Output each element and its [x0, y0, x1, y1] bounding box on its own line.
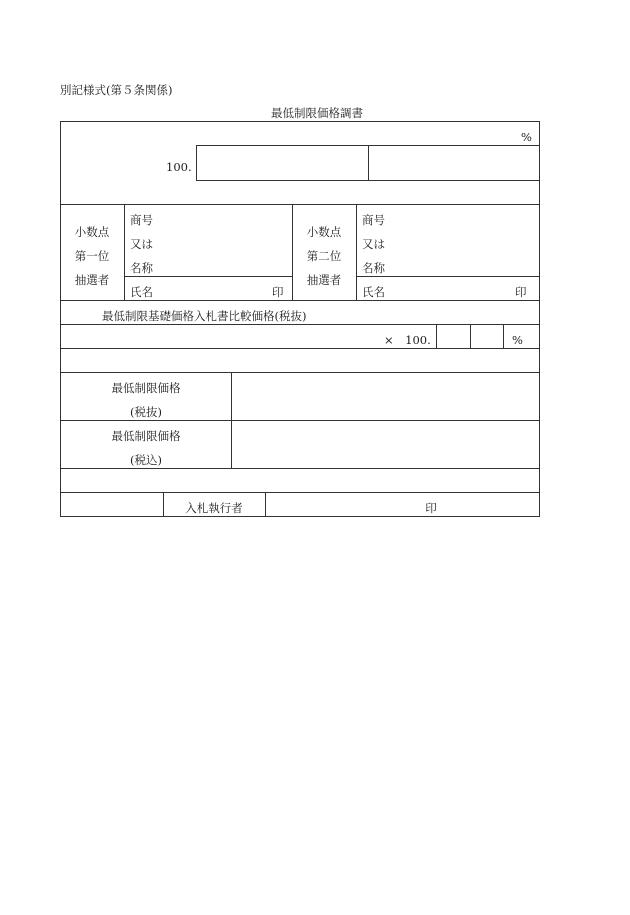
lottery1-company-3: 名称	[130, 261, 153, 275]
divider-blank-2	[60, 492, 540, 493]
price-incl-label-2: (税込)	[130, 453, 162, 467]
lottery1-label-3: 抽選者	[74, 273, 110, 287]
lottery1-company-2: 又は	[130, 237, 153, 251]
lottery2-label-2: 第二位	[306, 249, 342, 263]
top-percent-sign: %	[521, 130, 532, 144]
lottery2-name-label: 氏名	[362, 285, 385, 299]
lottery1-company-1: 商号	[130, 213, 153, 227]
lottery1-name-label: 氏名	[130, 285, 153, 299]
divider-price-bottom	[60, 468, 540, 469]
price-excl-label-2: (税抜)	[130, 405, 162, 419]
lottery2-company-1: 商号	[362, 213, 385, 227]
form-label: 別記様式(第５条関係)	[60, 83, 173, 97]
lottery2-company-3: 名称	[362, 261, 385, 275]
lottery2-label-1: 小数点	[306, 225, 342, 239]
lottery2-label-divider	[356, 204, 357, 300]
ratio-digit-divider-1	[436, 324, 437, 348]
top-prefix: 100.	[166, 160, 192, 174]
ratio-digit-divider-2	[470, 324, 471, 348]
lottery1-label-divider	[124, 204, 125, 300]
executor-seal: 印	[425, 501, 437, 515]
ratio-digit-divider-3	[503, 324, 504, 348]
ratio-heading: 最低制限基礎価格入札書比較価格(税抜)	[102, 309, 307, 323]
lottery2-label-3: 抽選者	[306, 273, 342, 287]
executor-right-divider	[265, 492, 266, 517]
top-value-divider	[368, 145, 369, 181]
executor-left-divider	[163, 492, 164, 517]
lottery2-seal: 印	[515, 285, 527, 299]
ratio-multiplier: × 100.	[384, 333, 431, 347]
divider-top	[60, 204, 540, 205]
lottery-middle-divider	[292, 204, 293, 300]
lottery2-name-divider	[356, 276, 540, 277]
divider-lottery	[60, 300, 540, 301]
lottery1-label-1: 小数点	[74, 225, 110, 239]
executor-label: 入札執行者	[185, 501, 243, 515]
divider-blank-1	[60, 372, 540, 373]
divider-ratio-heading	[60, 324, 540, 325]
ratio-percent-sign: %	[512, 333, 523, 347]
lottery1-seal: 印	[272, 285, 284, 299]
lottery1-name-divider	[124, 276, 292, 277]
page-title: 最低制限価格調書	[271, 106, 363, 120]
price-incl-label-1: 最低制限価格	[111, 429, 181, 443]
divider-ratio	[60, 348, 540, 349]
price-excl-label-1: 最低制限価格	[111, 381, 181, 395]
lottery2-company-2: 又は	[362, 237, 385, 251]
lottery1-label-2: 第一位	[74, 249, 110, 263]
divider-price	[60, 420, 540, 421]
